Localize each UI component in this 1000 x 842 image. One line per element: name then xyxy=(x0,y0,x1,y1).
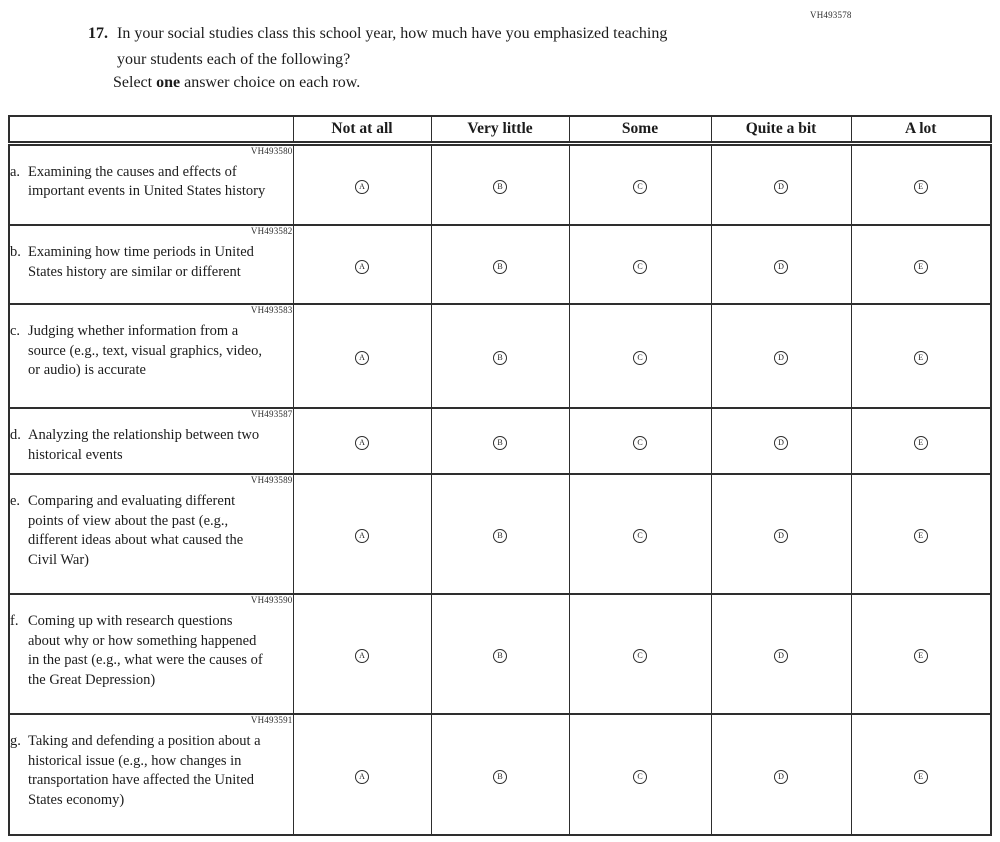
item-letter: d. xyxy=(10,427,21,443)
item-stem-cell xyxy=(9,225,293,304)
table-row xyxy=(9,225,991,304)
question-accession-code: VH493578 xyxy=(810,10,852,20)
radio-option-g-b[interactable]: B xyxy=(493,770,507,784)
option-cell xyxy=(431,594,569,714)
radio-option-c-b[interactable]: B xyxy=(493,351,507,365)
option-cell xyxy=(569,474,711,594)
item-accession-code: VH493582 xyxy=(250,226,293,236)
option-cell xyxy=(431,304,569,408)
table-row xyxy=(9,474,991,594)
radio-option-b-c[interactable]: C xyxy=(633,260,647,274)
option-cell xyxy=(293,225,431,304)
instruction-bold: one xyxy=(156,74,181,91)
instruction-suffix: answer choice on each row. xyxy=(180,74,361,91)
answer-matrix-table xyxy=(8,115,992,836)
item-letter: c. xyxy=(10,323,21,339)
radio-option-c-c[interactable]: C xyxy=(633,351,647,365)
table-row xyxy=(9,714,991,835)
item-accession-code: VH493580 xyxy=(250,145,293,156)
header-some: Some xyxy=(569,116,711,143)
item-text: Examining the causes and effects of important events in United States history xyxy=(28,163,266,199)
option-cell xyxy=(569,594,711,714)
item-stem xyxy=(10,243,293,282)
header-stem-blank xyxy=(9,116,293,143)
option-cell xyxy=(711,714,851,835)
radio-option-d-b[interactable]: B xyxy=(493,436,507,450)
item-stem-cell xyxy=(9,714,293,835)
option-cell xyxy=(711,408,851,474)
question-instruction xyxy=(113,71,360,95)
item-text: Analyzing the relationship between two historical events xyxy=(28,427,260,463)
item-stem xyxy=(10,492,293,570)
header-row xyxy=(9,116,991,143)
radio-option-f-b[interactable]: B xyxy=(493,649,507,663)
radio-option-b-a[interactable]: A xyxy=(355,260,369,274)
radio-option-d-a[interactable]: A xyxy=(355,436,369,450)
option-cell xyxy=(569,304,711,408)
option-cell xyxy=(569,143,711,225)
radio-option-b-e[interactable]: E xyxy=(914,260,928,274)
table-row xyxy=(9,408,991,474)
header-a-lot: A lot xyxy=(851,116,991,143)
radio-option-a-a[interactable]: A xyxy=(355,180,369,194)
item-letter: f. xyxy=(10,613,19,629)
header-very-little: Very little xyxy=(431,116,569,143)
radio-option-b-d[interactable]: D xyxy=(774,260,788,274)
option-cell xyxy=(851,474,991,594)
header-quite-a-bit: Quite a bit xyxy=(711,116,851,143)
item-text: Comparing and evaluating different points of view about the past (e.g., different ideas about what caused the Civil War) xyxy=(28,493,244,568)
item-letter: g. xyxy=(10,733,21,749)
option-cell xyxy=(569,225,711,304)
item-accession-code: VH493589 xyxy=(250,475,293,485)
radio-option-a-c[interactable]: C xyxy=(633,180,647,194)
matrix-body xyxy=(9,143,991,835)
option-cell xyxy=(851,714,991,835)
radio-option-f-d[interactable]: D xyxy=(774,649,788,663)
option-cell xyxy=(293,474,431,594)
item-accession-code: VH493587 xyxy=(250,409,293,419)
item-stem xyxy=(10,612,293,690)
radio-option-a-b[interactable]: B xyxy=(493,180,507,194)
radio-option-c-e[interactable]: E xyxy=(914,351,928,365)
item-text: Taking and defending a position about a historical issue (e.g., how changes in transportation have affected the United States economy) xyxy=(28,733,261,808)
option-cell xyxy=(851,225,991,304)
item-text: Coming up with research questions about why or how something happened in the past (e.g., what were the causes of the Great Depression) xyxy=(28,613,263,688)
option-cell xyxy=(711,474,851,594)
item-text: Examining how time periods in United States history are similar or different xyxy=(28,244,254,280)
item-stem xyxy=(10,322,293,381)
radio-option-d-d[interactable]: D xyxy=(774,436,788,450)
option-cell xyxy=(851,594,991,714)
question-number: 17. xyxy=(88,25,108,42)
item-stem-cell xyxy=(9,474,293,594)
option-cell xyxy=(711,143,851,225)
option-cell xyxy=(431,225,569,304)
option-cell xyxy=(711,304,851,408)
radio-option-g-d[interactable]: D xyxy=(774,770,788,784)
question-text-line-2: your students each of the following? xyxy=(117,51,351,68)
item-text: Judging whether information from a source (e.g., text, visual graphics, video, or audio) is accurate xyxy=(28,323,262,378)
radio-option-d-e[interactable]: E xyxy=(914,436,928,450)
radio-option-g-c[interactable]: C xyxy=(633,770,647,784)
option-cell xyxy=(431,714,569,835)
option-cell xyxy=(293,143,431,225)
radio-option-f-c[interactable]: C xyxy=(633,649,647,663)
question-block xyxy=(88,21,667,73)
radio-option-g-e[interactable]: E xyxy=(914,770,928,784)
radio-option-f-a[interactable]: A xyxy=(355,649,369,663)
option-cell xyxy=(293,594,431,714)
item-letter: a. xyxy=(10,163,21,180)
item-stem xyxy=(10,163,293,202)
radio-option-b-b[interactable]: B xyxy=(493,260,507,274)
item-letter: b. xyxy=(10,244,21,260)
table-row xyxy=(9,594,991,714)
option-cell xyxy=(711,225,851,304)
radio-option-d-c[interactable]: C xyxy=(633,436,647,450)
item-stem xyxy=(10,732,293,810)
radio-option-f-e[interactable]: E xyxy=(914,649,928,663)
option-cell xyxy=(293,304,431,408)
option-cell xyxy=(431,143,569,225)
question-text xyxy=(117,21,667,73)
radio-option-e-b[interactable]: B xyxy=(493,529,507,543)
option-cell xyxy=(569,408,711,474)
radio-option-c-a[interactable]: A xyxy=(355,351,369,365)
item-accession-code: VH493591 xyxy=(250,715,293,725)
option-cell xyxy=(851,143,991,225)
item-accession-code: VH493583 xyxy=(250,305,293,315)
radio-option-c-d[interactable]: D xyxy=(774,351,788,365)
option-cell xyxy=(711,594,851,714)
item-stem-cell xyxy=(9,408,293,474)
radio-option-e-c[interactable]: C xyxy=(633,529,647,543)
item-stem-cell xyxy=(9,304,293,408)
option-cell xyxy=(431,474,569,594)
item-accession-code: VH493590 xyxy=(250,595,293,605)
option-cell xyxy=(431,408,569,474)
option-cell xyxy=(569,714,711,835)
item-stem-cell xyxy=(9,594,293,714)
option-cell xyxy=(293,714,431,835)
radio-option-a-d[interactable]: D xyxy=(774,180,788,194)
item-letter: e. xyxy=(10,493,21,509)
radio-option-g-a[interactable]: A xyxy=(355,770,369,784)
header-not-at-all: Not at all xyxy=(293,116,431,143)
table-row xyxy=(9,304,991,408)
item-stem-cell xyxy=(9,143,293,225)
radio-option-e-e[interactable]: E xyxy=(914,529,928,543)
option-cell xyxy=(851,304,991,408)
option-cell xyxy=(293,408,431,474)
question-text-line-1: In your social studies class this school year, how much have you emphasized teaching xyxy=(117,25,668,42)
item-stem xyxy=(10,426,293,465)
radio-option-e-d[interactable]: D xyxy=(774,529,788,543)
radio-option-a-e[interactable]: E xyxy=(914,180,928,194)
instruction-prefix: Select xyxy=(113,74,157,91)
option-cell xyxy=(851,408,991,474)
radio-option-e-a[interactable]: A xyxy=(355,529,369,543)
table-row xyxy=(9,143,991,225)
